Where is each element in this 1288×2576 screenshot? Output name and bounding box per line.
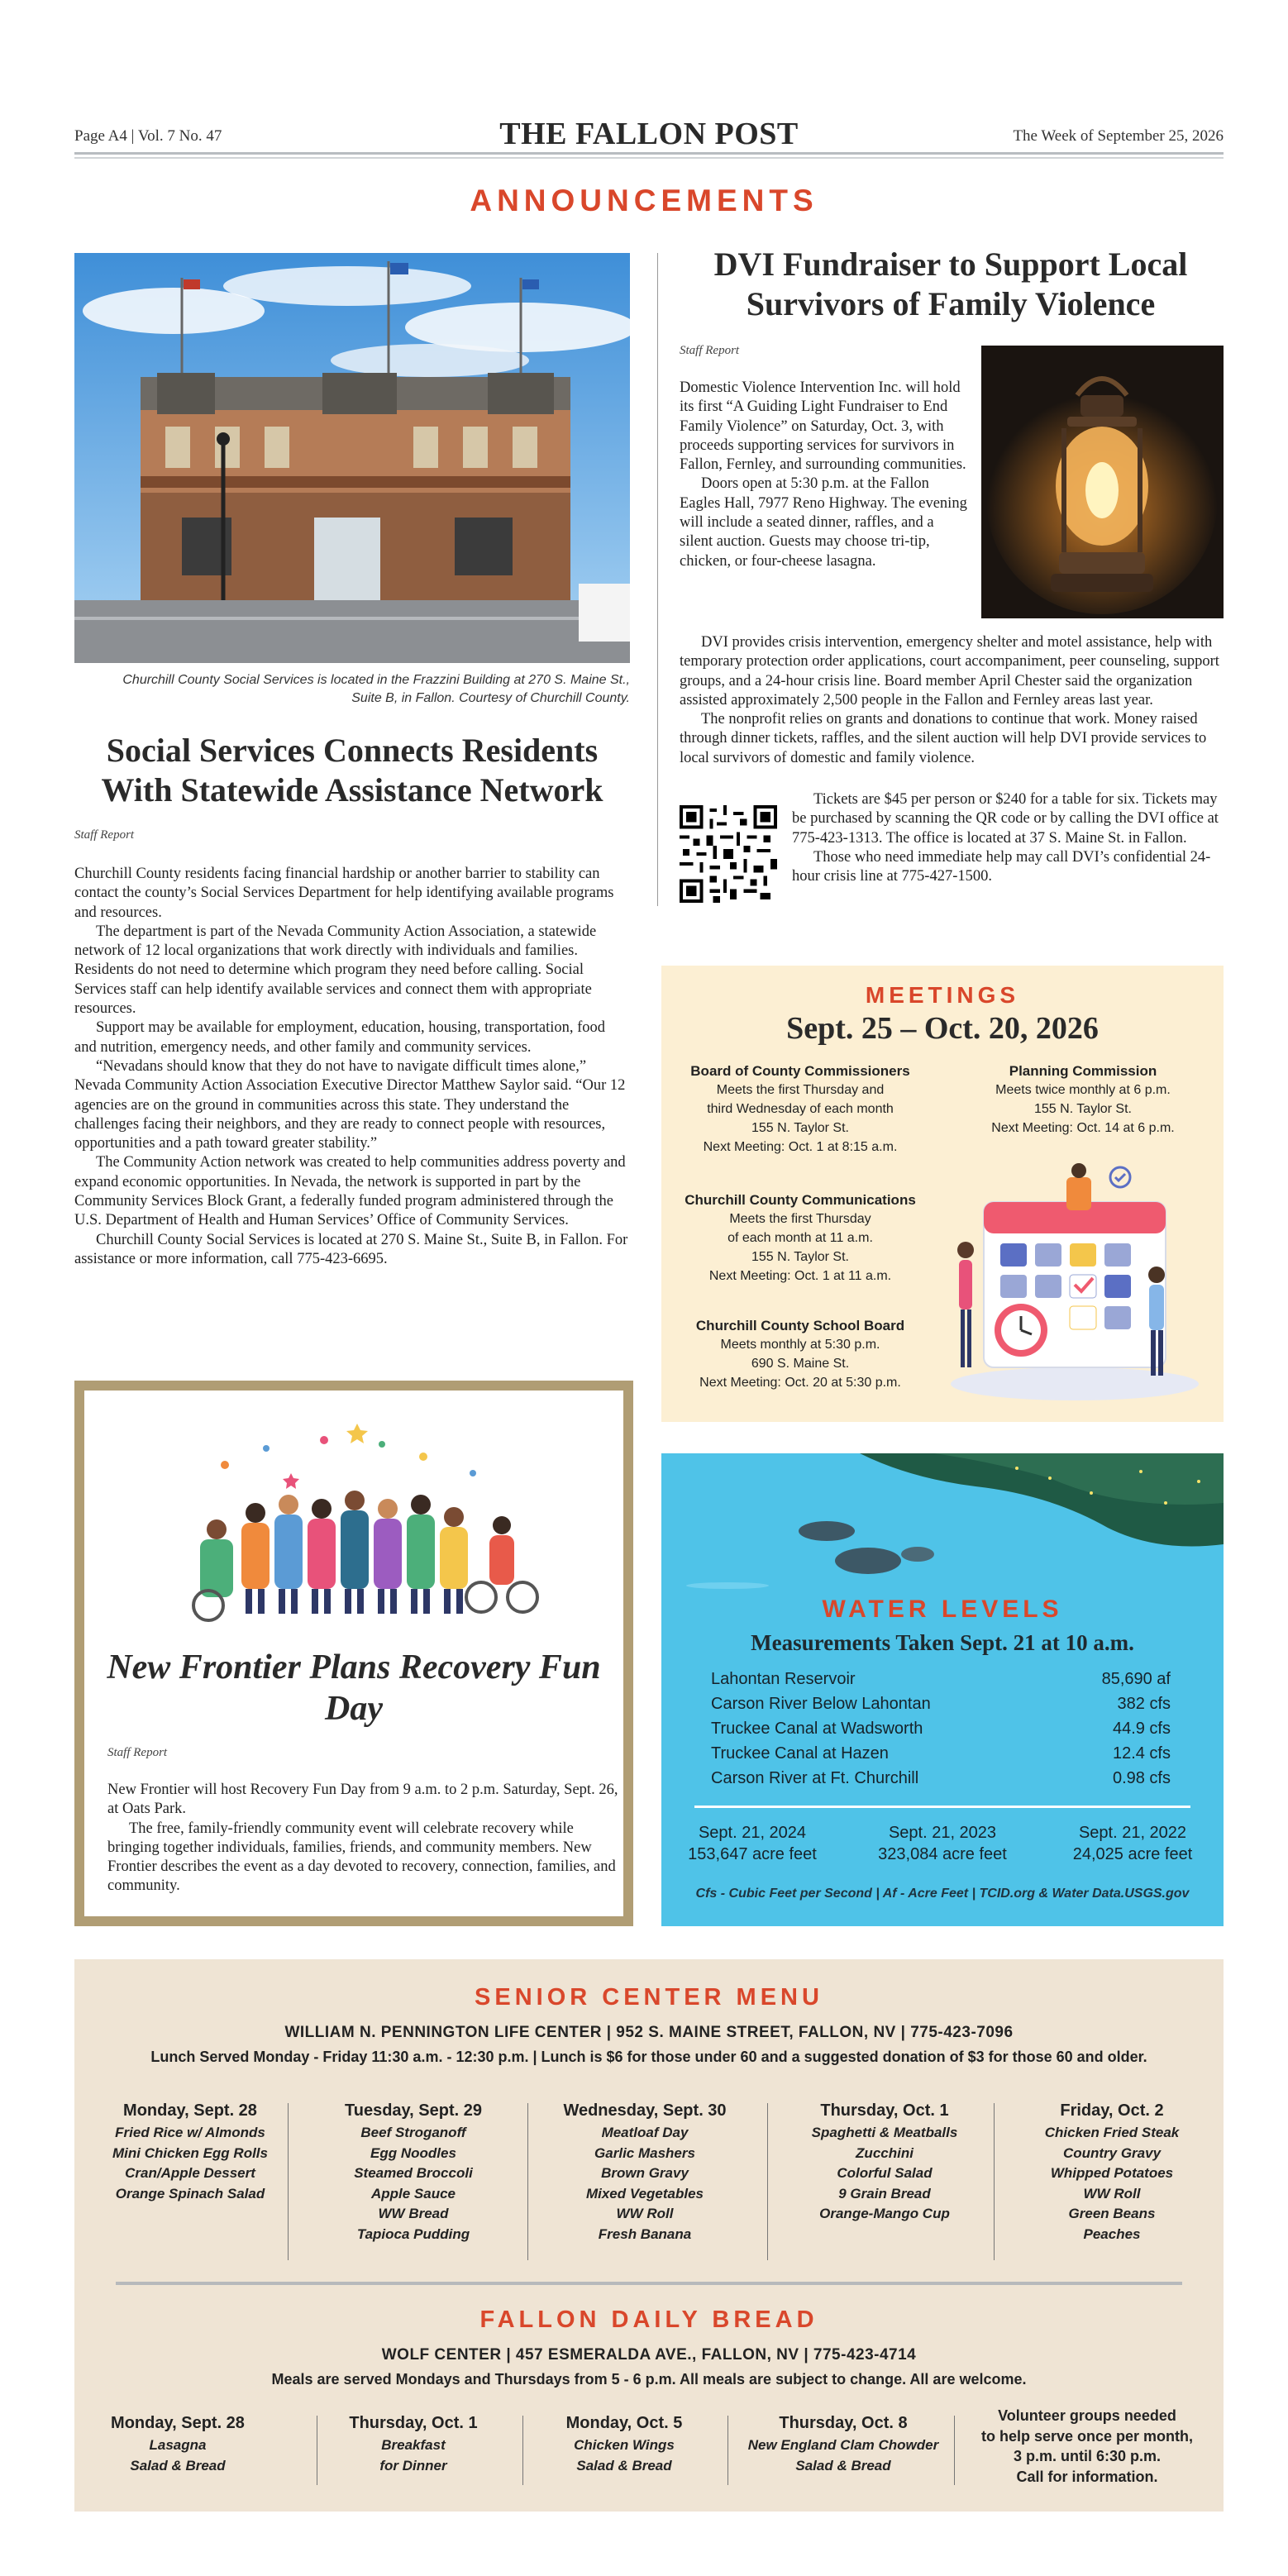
menu-item: Chicken Wings xyxy=(574,2437,675,2453)
frazzini-building-photo xyxy=(74,253,630,663)
menu-item: Lasagna xyxy=(149,2437,207,2453)
calendar-illustration xyxy=(942,1161,1207,1409)
meeting-item xyxy=(951,1061,1215,1138)
social-services-article-body xyxy=(74,865,630,1269)
menu-item: Egg Noodles xyxy=(370,2144,456,2161)
menu-item: Country Gravy xyxy=(1062,2144,1162,2161)
daily-bread-label: FALLON DAILY BREAD xyxy=(479,2306,818,2333)
senior-menu-day xyxy=(83,2098,298,2204)
daily-bread-address: WOLF CENTER | 457 ESMERALDA AVE., FALLON, NV | 775-423-4714 xyxy=(381,2346,917,2364)
meeting-title: Planning Commission xyxy=(1009,1063,1157,1079)
meeting-line: 155 N. Taylor St. xyxy=(751,1121,849,1135)
meeting-line: Next Meeting: Oct. 20 at 5:30 p.m. xyxy=(699,1376,901,1390)
column-divider xyxy=(288,2103,289,2260)
water-history-item xyxy=(1042,1822,1224,1865)
byline: Staff Report xyxy=(107,1746,168,1759)
water-value: 382 cfs xyxy=(1117,1695,1171,1713)
water-history-item xyxy=(661,1822,843,1865)
paragraph: Doors open at 5:30 p.m. at the Fallon Eagles Hall, 7977 Reno Highway. The evening will include a seated dinner, raffles, and a silent auction. Guests may choose tri-tip, chicken, or four-cheese lasagna. xyxy=(680,475,967,570)
menu-item: Brown Gravy xyxy=(601,2165,689,2181)
byline: Staff Report xyxy=(680,344,740,357)
senior-menu-day xyxy=(1009,2098,1215,2244)
column-divider xyxy=(522,2416,523,2485)
meeting-line: of each month at 11 a.m. xyxy=(727,1231,873,1245)
menu-item: Orange Spinach Salad xyxy=(115,2185,265,2202)
paragraph: The Community Action network was created to help communities address poverty and expand economic opportunities. In Nevada, the network is supported in part by the Community Services Block Grant, a federally funded program administered through the U.S. Department of Health and Human Services’ Office of Community Services. xyxy=(74,1154,626,1229)
water-site: Lahontan Reservoir xyxy=(711,1670,856,1688)
menu-item: Mini Chicken Egg Rolls xyxy=(112,2144,268,2161)
meeting-title: Board of County Commissioners xyxy=(690,1063,910,1079)
meeting-title: Churchill County School Board xyxy=(695,1318,905,1333)
celebration-illustration xyxy=(150,1415,564,1622)
meeting-line: Meets the first Thursday and xyxy=(716,1083,885,1097)
dvi-article-body-continued xyxy=(680,633,1225,768)
menu-item: Meatloaf Day xyxy=(601,2125,689,2140)
menu-item: Salad & Bread xyxy=(130,2457,226,2473)
water-history-item xyxy=(852,1822,1033,1865)
history-value: 24,025 acre feet xyxy=(1072,1845,1193,1863)
water-row xyxy=(711,1769,1171,1794)
menu-box xyxy=(74,1959,1224,2512)
day-heading: Monday, Sept. 28 xyxy=(111,2414,245,2432)
paragraph: The department is part of the Nevada Community Action Association, a statewide network of 12 local organizations that work directly with individuals and families. Residents do not need to determine which program they need before calling. Social Services staff can help identify available services and connect them with appropriate resources. xyxy=(74,923,597,1018)
column-divider xyxy=(657,253,658,906)
header-rule-thin xyxy=(74,157,1224,159)
meeting-line: Next Meeting: Oct. 14 at 6 p.m. xyxy=(991,1121,1175,1135)
meeting-line: Next Meeting: Oct. 1 at 8:15 a.m. xyxy=(703,1140,898,1154)
water-row xyxy=(711,1744,1171,1769)
volunteer-line: Volunteer groups needed xyxy=(998,2407,1176,2424)
social-services-headline: Social Services Connects Residents With Statewide Assistance Network xyxy=(101,732,603,809)
column-divider xyxy=(727,2416,728,2485)
meeting-item xyxy=(676,1316,924,1392)
menu-item: Beef Stroganoff xyxy=(360,2125,466,2140)
daily-bread-day xyxy=(732,2411,955,2476)
menu-item: Orange-Mango Cup xyxy=(819,2206,950,2221)
new-frontier-box xyxy=(74,1381,633,1926)
meeting-line: Meets monthly at 5:30 p.m. xyxy=(720,1338,880,1352)
water-value: 44.9 cfs xyxy=(1112,1720,1171,1738)
menu-item: Breakfast xyxy=(381,2437,446,2453)
newspaper-title: THE FALLON POST xyxy=(499,117,799,151)
menu-item: WW Roll xyxy=(616,2206,674,2221)
day-heading: Wednesday, Sept. 30 xyxy=(563,2101,727,2120)
paragraph: “Nevadans should know that they do not have to navigate difficult times alone,” Nevada Community Action Association Executive Director Matthew Saylor said. “Our 12 agencies are on the ground in communities across this state. They understand the challenges facing their neighbors, and they are ready to connect people with resources, opportunities and a path toward greater stability.” xyxy=(74,1057,626,1152)
water-footnote: Cfs - Cubic Feet per Second | Af - Acre Feet | TCID.org & Water Data.USGS.gov xyxy=(695,1887,1190,1901)
water-value: 0.98 cfs xyxy=(1112,1769,1171,1787)
paragraph: Churchill County residents facing financial hardship or another barrier to stability can contact the county’s Social Services Department for help identifying available programs and resources. xyxy=(74,866,614,921)
paragraph: Domestic Violence Intervention Inc. will hold its first “A Guiding Light Fundraiser to End Family Violence” on Saturday, Oct. 3, with proceeds supporting services for survivors in Fallon, Fernley, and surrounding communities. xyxy=(680,379,966,474)
menu-item: Cran/Apple Dessert xyxy=(125,2165,255,2181)
menu-item: WW Bread xyxy=(378,2206,449,2221)
column-divider xyxy=(954,2416,955,2485)
water-divider xyxy=(694,1806,1190,1808)
meetings-box xyxy=(661,966,1224,1422)
water-levels-subtitle: Measurements Taken Sept. 21 at 10 a.m. xyxy=(751,1630,1134,1655)
senior-menu-day xyxy=(314,2098,513,2244)
menu-item: for Dinner xyxy=(379,2457,447,2473)
daily-bread-day xyxy=(533,2411,715,2476)
meeting-item xyxy=(676,1061,924,1157)
column-divider xyxy=(767,2103,768,2260)
meeting-line: 690 S. Maine St. xyxy=(751,1357,850,1371)
water-row xyxy=(711,1695,1171,1720)
water-site: Truckee Canal at Wadsworth xyxy=(711,1720,923,1738)
menu-item: Garlic Mashers xyxy=(594,2144,695,2161)
history-date: Sept. 21, 2022 xyxy=(1078,1824,1187,1842)
senior-center-address: WILLIAM N. PENNINGTON LIFE CENTER | 952 S. MAINE STREET, FALLON, NV | 775-423-7096 xyxy=(284,2024,1014,2041)
history-date: Sept. 21, 2024 xyxy=(698,1824,807,1842)
section-title: ANNOUNCEMENTS xyxy=(470,184,818,217)
day-heading: Tuesday, Sept. 29 xyxy=(345,2101,482,2120)
water-levels-box xyxy=(661,1453,1224,1926)
paragraph: Tickets are $45 per person or $240 for a table for six. Tickets may be purchased by scanning the QR code or by calling the DVI office at 775-423-1313. The office is located at 37 S. Maine St. in Fallon. xyxy=(792,791,1219,847)
menu-item: Spaghetti & Meatballs xyxy=(811,2125,958,2140)
page-info: Page A4 | Vol. 7 No. 47 xyxy=(74,127,222,145)
paragraph: DVI provides crisis intervention, emergency shelter and motel assistance, help with temporary protection order applications, court accompaniment, peer counseling, support groups, and a 24-hour crisis line. Board member April Chester said the organization assisted approximately 2,500 people in the Fallon and Fernley areas last year. xyxy=(680,634,1219,708)
senior-menu-day xyxy=(777,2098,992,2225)
senior-menu-day xyxy=(537,2098,752,2244)
history-date: Sept. 21, 2023 xyxy=(888,1824,997,1842)
menu-item: Apple Sauce xyxy=(370,2185,456,2202)
new-frontier-article-body xyxy=(107,1781,620,1896)
issue-date: The Week of September 25, 2026 xyxy=(1013,127,1224,145)
menu-item: Tapioca Pudding xyxy=(356,2225,470,2242)
menu-item: Colorful Salad xyxy=(837,2165,933,2181)
volunteer-note xyxy=(976,2406,1199,2487)
masthead xyxy=(74,116,1224,157)
day-heading: Thursday, Oct. 1 xyxy=(349,2414,478,2432)
day-heading: Monday, Oct. 5 xyxy=(565,2414,683,2432)
menu-item: WW Roll xyxy=(1083,2185,1141,2202)
menu-item: Chicken Fried Steak xyxy=(1044,2125,1180,2140)
day-heading: Friday, Oct. 2 xyxy=(1060,2101,1164,2120)
menu-item: Peaches xyxy=(1083,2225,1141,2242)
menu-item: Zucchini xyxy=(856,2144,914,2161)
water-value: 12.4 cfs xyxy=(1112,1744,1171,1763)
meeting-line: 155 N. Taylor St. xyxy=(751,1250,849,1264)
meeting-line: third Wednesday of each month xyxy=(707,1102,894,1116)
daily-bread-note: Meals are served Mondays and Thursdays from 5 - 6 p.m. All meals are subject to change. All are welcome. xyxy=(271,2371,1027,2388)
menu-item: Steamed Broccoli xyxy=(354,2165,473,2181)
header-rule xyxy=(74,152,1224,155)
meeting-line: 155 N. Taylor St. xyxy=(1034,1102,1132,1116)
paragraph: Churchill County Social Services is located at 270 S. Maine St., Suite B, in Fallon. For assistance or more information, call 775-423-6695. xyxy=(74,1231,628,1267)
water-site: Carson River Below Lahontan xyxy=(711,1695,931,1713)
water-site: Truckee Canal at Hazen xyxy=(711,1744,889,1763)
water-row xyxy=(711,1670,1171,1695)
senior-menu-label: SENIOR CENTER MENU xyxy=(475,1984,823,2011)
paragraph: Those who need immediate help may call DVI’s confidential 24-hour crisis line at 775-427-1500. xyxy=(792,848,1211,885)
new-frontier-headline: New Frontier Plans Recovery Fun Day xyxy=(107,1648,601,1728)
menu-divider xyxy=(116,2282,1182,2285)
daily-bread-day xyxy=(322,2411,504,2476)
water-row xyxy=(711,1720,1171,1744)
menu-item: Green Beans xyxy=(1068,2206,1156,2221)
meetings-label: MEETINGS xyxy=(865,982,1020,1008)
byline: Staff Report xyxy=(74,828,135,842)
water-value: 85,690 af xyxy=(1101,1670,1171,1688)
paragraph: The nonprofit relies on grants and donations to continue that work. Money raised through dinner tickets, raffles, and the silent auction will help DVI provide services to local survivors of domestic and family violence. xyxy=(680,711,1207,766)
menu-item: New England Clam Chowder xyxy=(747,2437,939,2453)
volunteer-line: Call for information. xyxy=(1016,2468,1158,2485)
day-heading: Thursday, Oct. 1 xyxy=(820,2101,949,2120)
menu-item: Whipped Potatoes xyxy=(1050,2165,1174,2181)
meeting-line: Next Meeting: Oct. 1 at 11 a.m. xyxy=(708,1269,892,1283)
dvi-headline: DVI Fundraiser to Support Local Survivors of Family Violence xyxy=(713,246,1188,322)
day-heading: Thursday, Oct. 8 xyxy=(779,2414,908,2432)
history-value: 323,084 acre feet xyxy=(878,1845,1007,1863)
menu-item: Fresh Banana xyxy=(598,2225,692,2242)
water-levels-label: WATER LEVELS xyxy=(822,1596,1063,1623)
menu-item: Salad & Bread xyxy=(576,2457,672,2473)
meeting-line: Meets twice monthly at 6 p.m. xyxy=(995,1083,1171,1097)
paragraph: Support may be available for employment, education, housing, transportation, food and nutrition, emergency needs, and other family and community services. xyxy=(74,1019,606,1056)
menu-item: 9 Grain Bread xyxy=(838,2185,931,2202)
qr-code[interactable] xyxy=(680,805,777,903)
volunteer-line: to help serve once per month, xyxy=(980,2427,1194,2445)
dvi-ticket-info xyxy=(792,790,1224,886)
paragraph: New Frontier will host Recovery Fun Day from 9 a.m. to 2 p.m. Saturday, Sept. 26, at Oats Park. xyxy=(107,1782,618,1818)
meeting-title: Churchill County Communications xyxy=(685,1192,916,1208)
lake-illustration xyxy=(661,1453,1224,1602)
daily-bread-day xyxy=(74,2411,281,2476)
meetings-date-range: Sept. 25 – Oct. 20, 2026 xyxy=(786,1011,1099,1046)
water-site: Carson River at Ft. Churchill xyxy=(711,1769,919,1787)
meeting-line: Meets the first Thursday xyxy=(729,1212,871,1226)
day-heading: Monday, Sept. 28 xyxy=(123,2101,257,2120)
history-value: 153,647 acre feet xyxy=(688,1845,817,1863)
lantern-photo xyxy=(981,346,1224,618)
column-divider xyxy=(527,2103,528,2260)
volunteer-line: 3 p.m. until 6:30 p.m. xyxy=(1013,2448,1162,2464)
menu-item: Mixed Vegetables xyxy=(585,2185,704,2202)
column-divider xyxy=(994,2103,995,2260)
meeting-item xyxy=(676,1190,924,1286)
menu-item: Salad & Bread xyxy=(795,2457,891,2473)
senior-lunch-note: Lunch Served Monday - Friday 11:30 a.m. - 12:30 p.m. | Lunch is $6 for those under 60 and a suggested donation of $3 for those 60 and older. xyxy=(150,2049,1147,2065)
photo-caption: Churchill County Social Services is located in the Frazzini Building at 270 S. Maine St., Suite B, in Fallon. Courtesy of Churchill County. xyxy=(122,673,630,705)
dvi-article-body xyxy=(680,379,969,571)
paragraph: The free, family-friendly community event will celebrate recovery while bringing together individuals, families, friends, and community members. New Frontier describes the event as a day devoted to recovery, connection, families, and community. xyxy=(107,1820,616,1895)
menu-item: Fried Rice w/ Almonds xyxy=(115,2125,265,2140)
